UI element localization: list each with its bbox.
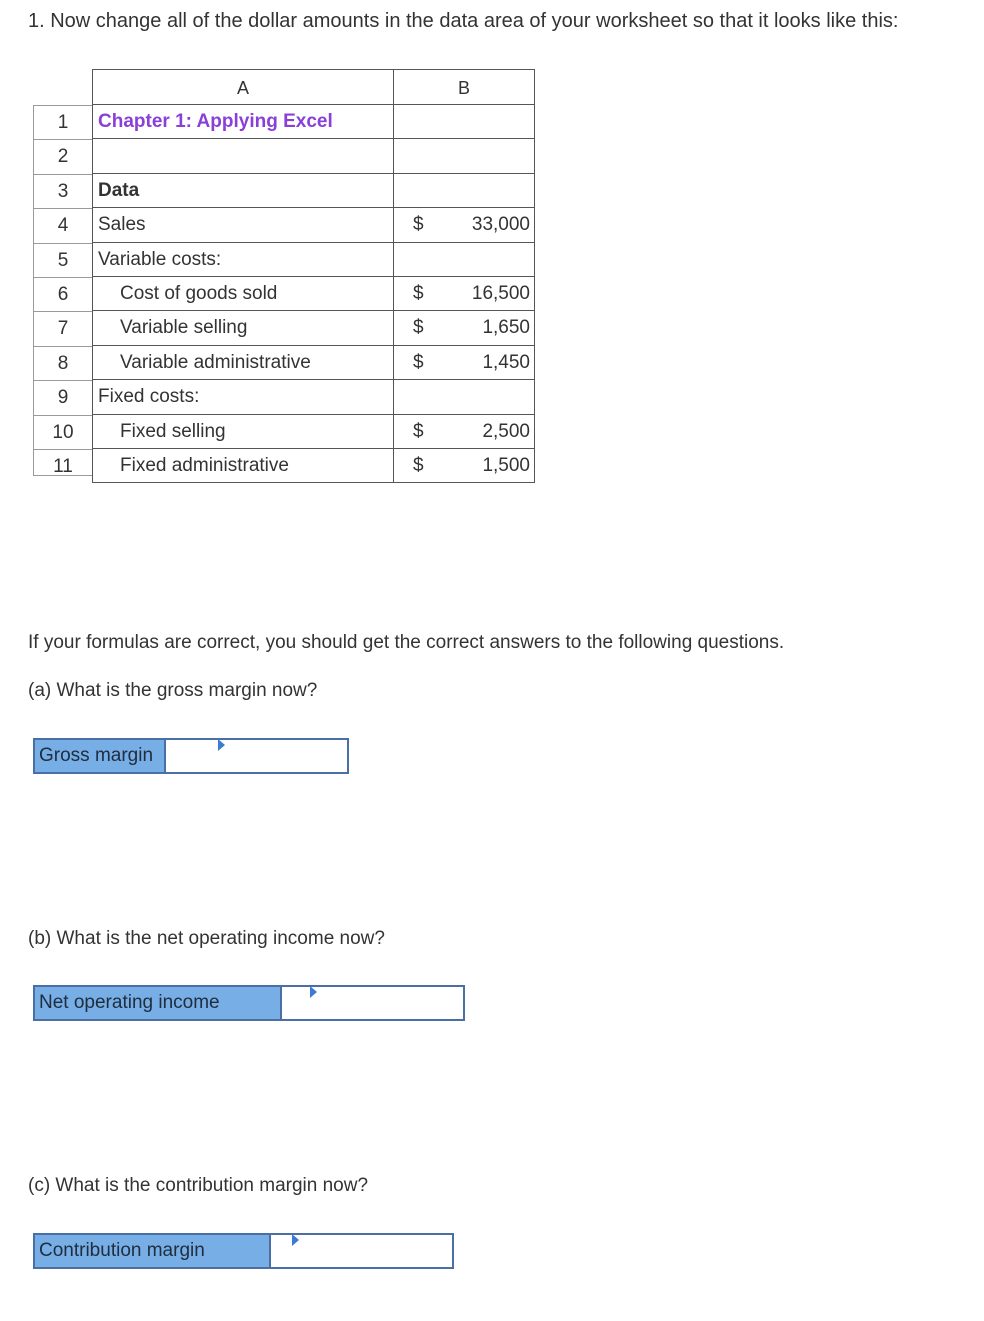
amount-cell: [393, 105, 535, 139]
label-cell: Fixed costs:: [92, 380, 394, 414]
dollar-sign: $: [413, 214, 424, 236]
label-cell: Variable administrative: [92, 346, 394, 380]
label-cell: Sales: [92, 208, 394, 242]
input-marker-icon: [292, 1234, 299, 1246]
dollar-sign: $: [413, 420, 424, 442]
row-header: 9: [33, 380, 93, 414]
amount-cell: [393, 174, 535, 208]
dollar-sign: $: [413, 351, 424, 373]
column-header-a: A: [92, 69, 394, 105]
row-header: 11: [33, 449, 93, 476]
label-cell: Data: [92, 174, 394, 208]
amount-cell: [393, 415, 535, 449]
column-header-b: B: [393, 69, 535, 105]
amount-cell: [393, 449, 535, 483]
amount-cell: [393, 380, 535, 414]
label-cell: Cost of goods sold: [92, 277, 394, 311]
row-header: 8: [33, 346, 93, 380]
amount-cell: [393, 277, 535, 311]
amount-value: 16,500: [471, 283, 530, 304]
label-cell: [92, 139, 394, 173]
net-operating-income-answer: [33, 985, 465, 1021]
label-cell: Variable costs:: [92, 243, 394, 277]
input-marker-icon: [218, 739, 225, 751]
row-header: 6: [33, 277, 93, 311]
amount-cell: [393, 311, 535, 345]
amount-value: 2,500: [482, 420, 530, 442]
input-marker-icon: [310, 986, 317, 998]
amount-cell: [393, 208, 535, 242]
gross-margin-answer: [33, 738, 349, 774]
label-cell: Fixed selling: [92, 415, 394, 449]
question-c-text: (c) What is the contribution margin now?: [28, 1175, 369, 1196]
formula-note: If your formulas are correct, you should get the correct answers to the following questions.: [28, 632, 785, 653]
dollar-sign: $: [413, 317, 424, 339]
dollar-sign: $: [413, 455, 424, 476]
amount-value: 1,650: [482, 317, 530, 339]
instruction-text: 1. Now change all of the dollar amounts in the data area of your worksheet so that it looks like this:: [28, 10, 899, 32]
label-cell: Fixed administrative: [92, 449, 394, 483]
row-header: 2: [33, 139, 93, 173]
net-operating-income-input[interactable]: [280, 987, 463, 1019]
question-b-text: (b) What is the net operating income now?: [28, 928, 385, 949]
row-header: 10: [33, 415, 93, 449]
amount-value: 33,000: [471, 214, 530, 236]
row-header: 3: [33, 174, 93, 208]
question-a-text: (a) What is the gross margin now?: [28, 680, 318, 701]
amount-value: 1,500: [482, 455, 530, 476]
gross-margin-input[interactable]: [164, 740, 347, 772]
gross-margin-label: Gross margin: [35, 740, 164, 772]
row-header: 1: [33, 105, 93, 139]
amount-cell: [393, 243, 535, 277]
row-header: 7: [33, 311, 93, 345]
row-header: 5: [33, 243, 93, 277]
amount-cell: [393, 346, 535, 380]
contribution-margin-answer: [33, 1233, 454, 1269]
label-cell: Variable selling: [92, 311, 394, 345]
contribution-margin-label: Contribution margin: [35, 1235, 269, 1267]
amount-cell: [393, 139, 535, 173]
dollar-sign: $: [413, 283, 424, 304]
net-operating-income-label: Net operating income: [35, 987, 280, 1019]
row-header: 4: [33, 208, 93, 242]
amount-value: 1,450: [482, 351, 530, 373]
sheet-title-cell: Chapter 1: Applying Excel: [92, 105, 394, 139]
